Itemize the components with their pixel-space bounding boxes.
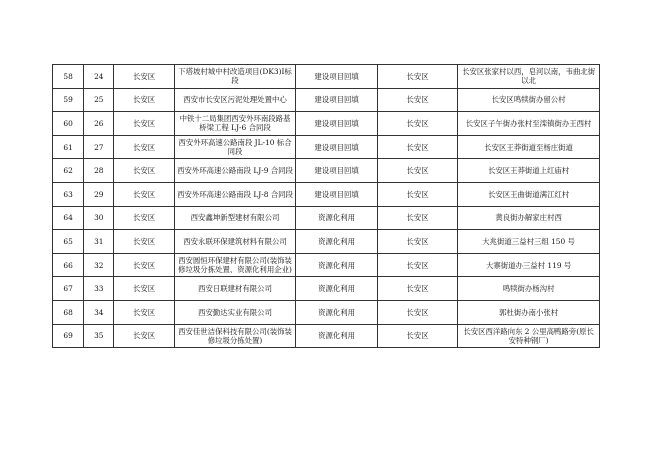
disposal-type-cell: 资源化利用 — [296, 253, 377, 277]
row-number-cell: 68 — [53, 300, 84, 324]
location-district-cell: 长安区 — [377, 65, 457, 89]
sub-number-cell: 28 — [84, 159, 114, 183]
disposal-type-cell: 建设项目回填 — [296, 182, 377, 206]
table-row — [53, 277, 600, 301]
location-district-cell: 长安区 — [377, 206, 457, 230]
location-district-cell: 长安区 — [377, 324, 457, 348]
table-row — [53, 182, 600, 206]
address-cell: 长安区张家村以西，皂河以南，韦曲北街以北 — [458, 65, 600, 89]
project-name-cell: 西安外环高速公路南段 JL-10 标合同段 — [174, 135, 296, 159]
table-row — [53, 135, 600, 159]
project-name-cell: 西安日联建材有限公司 — [174, 277, 296, 301]
row-number-cell: 62 — [53, 159, 84, 183]
table-row — [53, 206, 600, 230]
sub-number-cell: 29 — [84, 182, 114, 206]
table-row — [53, 112, 600, 136]
disposal-type-cell: 资源化利用 — [296, 230, 377, 254]
project-name-cell: 西安外环高速公路南段 LJ-9 合同段 — [174, 159, 296, 183]
row-number-cell: 69 — [53, 324, 84, 348]
disposal-type-cell: 资源化利用 — [296, 277, 377, 301]
district-cell: 长安区 — [114, 159, 174, 183]
row-number-cell: 58 — [53, 65, 84, 89]
disposal-type-cell: 资源化利用 — [296, 206, 377, 230]
project-name-cell: 西安圆恒环保建材有限公司(装饰装修垃圾分拣处置、资源化利用企业) — [174, 253, 296, 277]
sub-number-cell: 31 — [84, 230, 114, 254]
address-cell: 大兆街道三益村三组 150 号 — [458, 230, 600, 254]
row-number-cell: 61 — [53, 135, 84, 159]
table-body — [53, 65, 600, 348]
district-cell: 长安区 — [114, 253, 174, 277]
location-district-cell: 长安区 — [377, 182, 457, 206]
location-district-cell: 长安区 — [377, 112, 457, 136]
row-number-cell: 65 — [53, 230, 84, 254]
district-cell: 长安区 — [114, 300, 174, 324]
row-number-cell: 67 — [53, 277, 84, 301]
disposal-type-cell: 建设项目回填 — [296, 159, 377, 183]
disposal-type-cell: 建设项目回填 — [296, 135, 377, 159]
location-district-cell: 长安区 — [377, 277, 457, 301]
disposal-type-cell: 资源化利用 — [296, 324, 377, 348]
address-cell: 郭杜街办南小张村 — [458, 300, 600, 324]
district-cell: 长安区 — [114, 88, 174, 112]
address-cell: 鸣犊街办杨沟村 — [458, 277, 600, 301]
table-row — [53, 88, 600, 112]
address-cell: 长安区王莽街道至杨庄街道 — [458, 135, 600, 159]
row-number-cell: 60 — [53, 112, 84, 136]
location-district-cell: 长安区 — [377, 300, 457, 324]
district-cell: 长安区 — [114, 206, 174, 230]
location-district-cell: 长安区 — [377, 135, 457, 159]
table-row — [53, 300, 600, 324]
sub-number-cell: 27 — [84, 135, 114, 159]
table-row — [53, 230, 600, 254]
row-number-cell: 63 — [53, 182, 84, 206]
sub-number-cell: 26 — [84, 112, 114, 136]
location-district-cell: 长安区 — [377, 88, 457, 112]
project-name-cell: 西安佳世洁保科技有限公司(装饰装修垃圾分拣处置) — [174, 324, 296, 348]
project-name-cell: 中铁十二局集团西安外环南段路基桥梁工程 LJ-6 合同段 — [174, 112, 296, 136]
address-cell: 长安区西洋路向东 2 公里高鸭路旁(原长安特种钢厂) — [458, 324, 600, 348]
table-row — [53, 65, 600, 89]
project-name-cell: 西安永联环保建筑材料有限公司 — [174, 230, 296, 254]
sub-number-cell: 24 — [84, 65, 114, 89]
district-cell: 长安区 — [114, 65, 174, 89]
address-cell: 大寨街道办三益村 119 号 — [458, 253, 600, 277]
disposal-type-cell: 建设项目回填 — [296, 65, 377, 89]
sub-number-cell: 25 — [84, 88, 114, 112]
address-cell: 长安区王曲街道满江红村 — [458, 182, 600, 206]
project-name-cell: 西安外环高速公路南段 LJ-8 合同段 — [174, 182, 296, 206]
row-number-cell: 66 — [53, 253, 84, 277]
disposal-type-cell: 建设项目回填 — [296, 112, 377, 136]
project-name-cell: 下塔坡村城中村改造项目(DK3)Ⅰ标段 — [174, 65, 296, 89]
location-district-cell: 长安区 — [377, 253, 457, 277]
sub-number-cell: 30 — [84, 206, 114, 230]
table-row — [53, 159, 600, 183]
address-cell: 长安区子午街办张村至滦镇街办王西村 — [458, 112, 600, 136]
table-row — [53, 324, 600, 348]
facility-table — [52, 64, 600, 348]
location-district-cell: 长安区 — [377, 159, 457, 183]
address-cell: 黄良街办解家庄村西 — [458, 206, 600, 230]
row-number-cell: 64 — [53, 206, 84, 230]
district-cell: 长安区 — [114, 324, 174, 348]
sub-number-cell: 34 — [84, 300, 114, 324]
district-cell: 长安区 — [114, 112, 174, 136]
project-name-cell: 西安鑫坤新型建材有限公司 — [174, 206, 296, 230]
sub-number-cell: 33 — [84, 277, 114, 301]
address-cell: 长安区王莽街道上红庙村 — [458, 159, 600, 183]
disposal-type-cell: 资源化利用 — [296, 300, 377, 324]
location-district-cell: 长安区 — [377, 230, 457, 254]
table-row — [53, 253, 600, 277]
sub-number-cell: 32 — [84, 253, 114, 277]
district-cell: 长安区 — [114, 135, 174, 159]
project-name-cell: 西安勤达实业有限公司 — [174, 300, 296, 324]
row-number-cell: 59 — [53, 88, 84, 112]
district-cell: 长安区 — [114, 277, 174, 301]
sub-number-cell: 35 — [84, 324, 114, 348]
district-cell: 长安区 — [114, 230, 174, 254]
project-name-cell: 西安市长安区污泥处理处置中心 — [174, 88, 296, 112]
disposal-type-cell: 建设项目回填 — [296, 88, 377, 112]
district-cell: 长安区 — [114, 182, 174, 206]
address-cell: 长安区鸣犊街办留公村 — [458, 88, 600, 112]
